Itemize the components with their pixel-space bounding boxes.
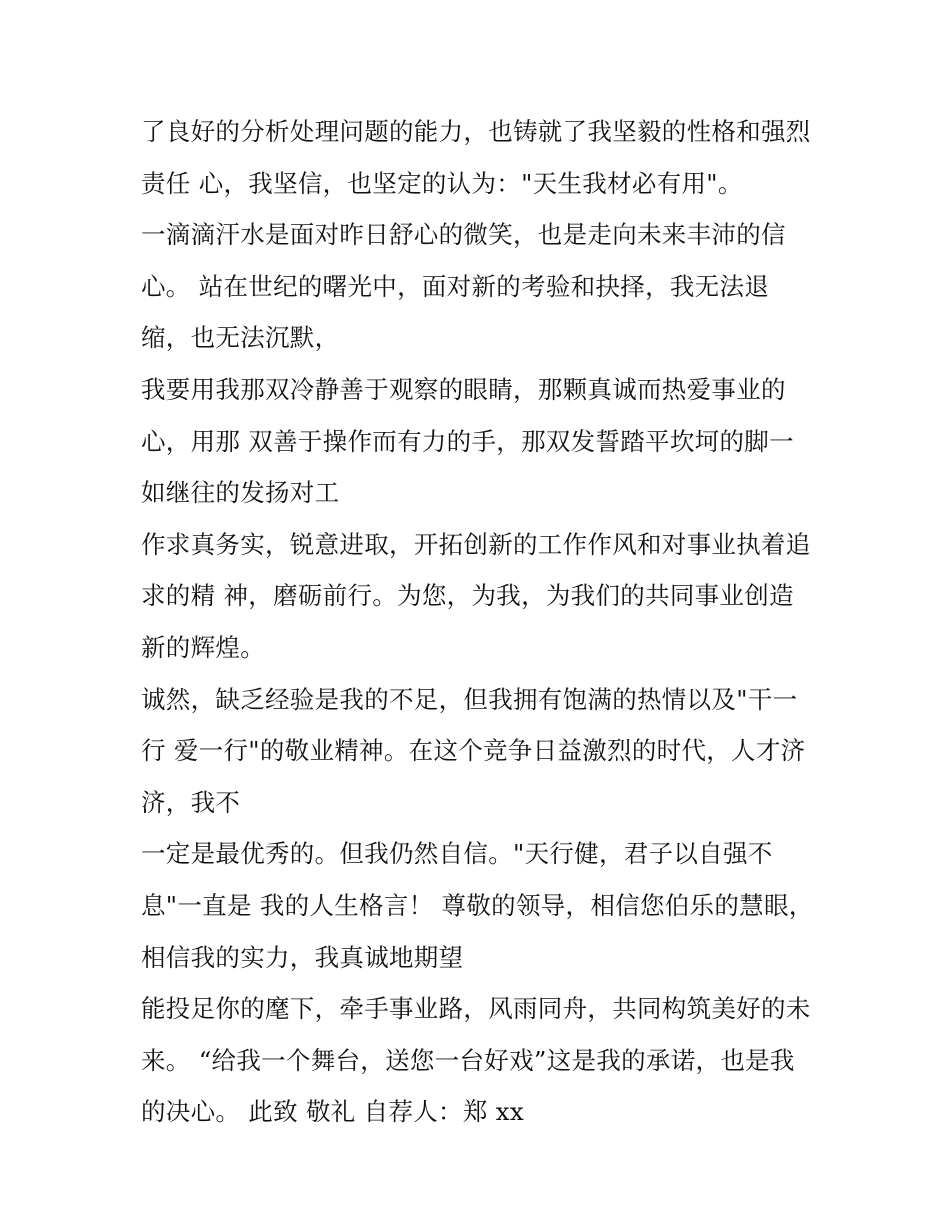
text-line: 如继往的发扬对工 — [141, 478, 340, 508]
text-line: 缩，也无法沉默， — [141, 323, 340, 353]
text-line: 能投足你的麾下，牵手事业路，风雨同舟，共同构筑美好的未 — [141, 994, 811, 1024]
text-line: 新的辉煌。 — [141, 632, 265, 662]
text-line: 了良好的分析处理问题的能力，也铸就了我坚毅的性格和强烈 — [141, 117, 811, 146]
document-body — [141, 106, 831, 1138]
text-line: 心。 站在世纪的曙光中，面对新的考验和抉择，我无法退 — [141, 271, 770, 301]
text-line: 息"一直是 我的人生格言！ 尊敬的领导，相信您伯乐的慧眼， — [141, 890, 814, 920]
text-line: 一定是最优秀的。但我仍然自信。"天行健，君子以自强不 — [141, 839, 773, 869]
text-line: 责任 心，我坚信，也坚定的认为："天生我材必有用"。 — [141, 168, 743, 198]
text-line: 诚然，缺乏经验是我的不足，但我拥有饱满的热情以及"干一 — [141, 684, 798, 714]
text-line: 的决心。 此致 敬礼 自荐人：郑 xx — [141, 1097, 524, 1127]
text-line: 行 爱一行"的敬业精神。在这个竞争日益激烈的时代，人才济 — [141, 736, 806, 766]
text-line: 济，我不 — [141, 787, 241, 817]
text-line: 求的精 神，磨砺前行。为您，为我，为我们的共同事业创造 — [141, 581, 794, 611]
text-line: 作求真务实，锐意进取，开拓创新的工作作风和对事业执着追 — [141, 529, 811, 559]
text-line: 我要用我那双冷静善于观察的眼睛，那颗真诚而热爱事业的 — [141, 374, 786, 404]
text-line: 一滴滴汗水是面对昨日舒心的微笑，也是走向未来丰沛的信 — [141, 220, 786, 250]
text-line: 相信我的实力，我真诚地期望 — [141, 942, 464, 972]
text-line: 心，用那 双善于操作而有力的手，那双发誓踏平坎坷的脚一 — [141, 426, 794, 456]
text-line: 来。 “给我一个舞台，送您一台好戏”这是我的承诺，也是我 — [141, 1045, 795, 1075]
